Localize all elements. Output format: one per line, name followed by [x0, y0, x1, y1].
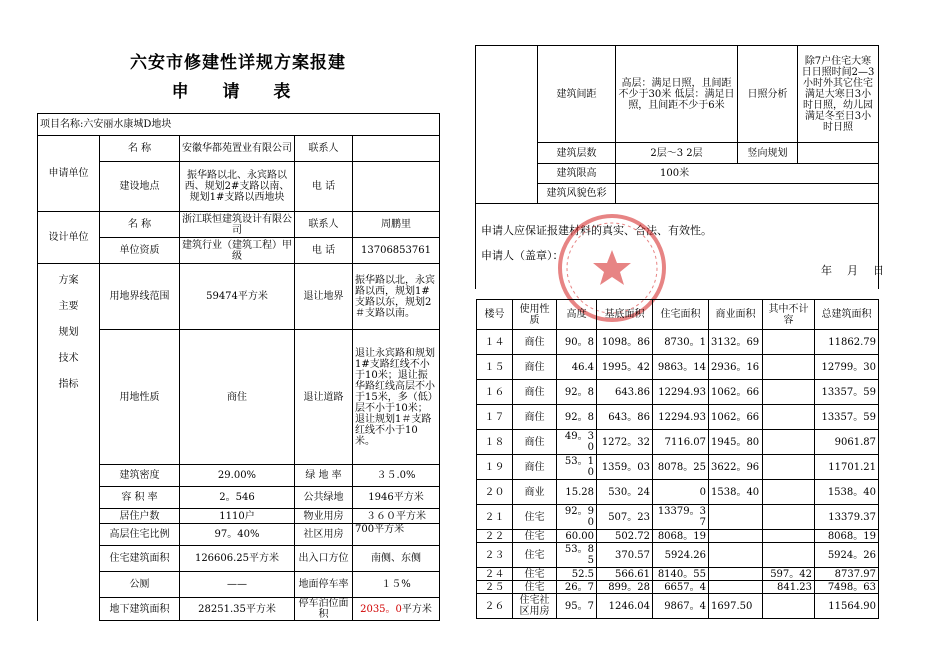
table-cell: 92。8	[557, 405, 597, 430]
table-cell: 566.61	[597, 568, 653, 581]
table-cell: 商业	[513, 480, 557, 505]
designer-phone-label: 电 话	[295, 238, 353, 264]
declaration-seal-label: 申请人（盖章）：	[481, 249, 564, 262]
designer-name-value: 浙江联恒建筑设计有限公司	[180, 212, 295, 238]
table-cell: 1538。40	[815, 480, 879, 505]
highrise-ratio-value: 97。40%	[180, 524, 295, 546]
table-cell	[709, 530, 763, 543]
indicators-side-label	[38, 264, 100, 621]
table-cell: 9867。4	[653, 594, 709, 619]
vertical-value	[798, 143, 879, 164]
table-row	[477, 594, 879, 619]
project-name-row	[38, 114, 440, 136]
table-row	[477, 380, 879, 405]
table-row	[477, 530, 879, 543]
spacing-label: 建筑间距	[538, 46, 616, 143]
table-cell: 2936。16	[709, 355, 763, 380]
toilet-value: ——	[180, 572, 295, 598]
applicant-contact-value	[353, 136, 440, 162]
table-cell: 商住	[513, 430, 557, 455]
table-cell: 8068。19	[653, 530, 709, 543]
page-title: 六安市修建性详规方案报建	[130, 53, 346, 73]
table-cell: 49。30	[557, 430, 597, 455]
header-use-type: 使用性质	[513, 300, 557, 330]
table-cell: 商住	[513, 355, 557, 380]
declaration-date: 年 月 日	[821, 264, 886, 277]
project-name-value: 六安丽水康城D地块	[83, 119, 172, 130]
table-cell	[763, 405, 815, 430]
header-base-area: 基底面积	[597, 300, 653, 330]
applicant-address-value: 振华路以北、永宾路以西、规划2#支路以南、规划1#支路以西地块	[180, 162, 295, 212]
table-cell	[709, 581, 763, 594]
table-cell: 13357。59	[815, 380, 879, 405]
table-cell: 住宅	[513, 581, 557, 594]
highrise-ratio-label: 高层住宅比例	[100, 524, 180, 546]
table-cell: 8737.97	[815, 568, 879, 581]
header-building-no: 楼号	[477, 300, 513, 330]
table-cell	[709, 568, 763, 581]
table-cell: 1359。03	[597, 455, 653, 480]
table-cell: 1062。66	[709, 405, 763, 430]
toilet-label: 公厕	[100, 572, 180, 598]
applicant-name-value: 安徽华都苑置业有限公司	[180, 136, 295, 162]
table-cell: 597。42	[763, 568, 815, 581]
declaration-guarantee: 申请人应保证报建材料的真实、合法、有效性。	[481, 224, 712, 237]
table-row	[477, 405, 879, 430]
table-cell: 11862.79	[815, 330, 879, 355]
table-cell: 15.28	[557, 480, 597, 505]
table-row	[477, 568, 879, 581]
property-room-value: ３６０平方米	[353, 509, 440, 524]
underground-area-label: 地下建筑面积	[100, 598, 180, 621]
sunlight-value: 除7户住宅大寒日日照时间2—3小时外其它住宅满足大寒日3小时日照，幼儿园满足冬至日3小时日照	[798, 46, 879, 143]
designer-phone-value: 13706853761	[353, 238, 440, 264]
designer-contact-value: 周鹏里	[353, 212, 440, 238]
table-cell: 1945。80	[709, 430, 763, 455]
side-label-line: 规划	[58, 327, 79, 338]
applicant-address-label: 建设地点	[100, 162, 180, 212]
table-cell: 8068。19	[815, 530, 879, 543]
table-cell: 住宅	[513, 568, 557, 581]
table-cell: 502.72	[597, 530, 653, 543]
table-cell: ２６	[477, 594, 513, 619]
table-row	[477, 581, 879, 594]
style-value	[616, 184, 879, 204]
building-data-table	[476, 299, 879, 619]
side-label-line: 技术	[58, 353, 79, 364]
table-cell: 1995。42	[597, 355, 653, 380]
entrance-value: 南侧、东侧	[353, 546, 440, 572]
table-cell: 13379。37	[653, 505, 709, 530]
declaration-box	[476, 204, 879, 289]
side-label-line: 主要	[58, 301, 79, 312]
header-height: 高度	[557, 300, 597, 330]
table-cell: 5924.26	[653, 543, 709, 568]
table-row	[477, 330, 879, 355]
public-green-label: 公共绿地	[295, 487, 353, 509]
table-row	[477, 455, 879, 480]
table-cell: 0	[653, 480, 709, 505]
applicant-name-label: 名 称	[100, 136, 180, 162]
table-cell: 643.86	[597, 380, 653, 405]
table-cell	[763, 543, 815, 568]
ground-parking-value: １５%	[353, 572, 440, 598]
table-cell: １８	[477, 430, 513, 455]
header-excluded-far: 其中不计容	[763, 300, 815, 330]
density-value: 29.00%	[180, 465, 295, 487]
table-cell: ２４	[477, 568, 513, 581]
community-room-value: 700平方米	[353, 524, 440, 546]
density-label: 建筑密度	[100, 465, 180, 487]
green-rate-label: 绿 地 率	[295, 465, 353, 487]
table-cell: 住宅	[513, 505, 557, 530]
table-cell: 92。90	[557, 505, 597, 530]
style-label: 建筑风貌色彩	[538, 184, 616, 204]
table-cell: 53。85	[557, 543, 597, 568]
applicant-section-label: 申请单位	[38, 136, 100, 212]
setback-boundary-label: 退让地界	[295, 264, 353, 330]
table-cell: 46.4	[557, 355, 597, 380]
land-range-value: 59474平方米	[180, 264, 295, 330]
table-cell	[763, 480, 815, 505]
spacing-value: 高层：满足日照，且间距不少于30米 低层：满足日照，且间距不少于6米	[616, 46, 738, 143]
public-green-value: 1946平方米	[353, 487, 440, 509]
table-cell: 7116.07	[653, 430, 709, 455]
table-cell: ２３	[477, 543, 513, 568]
table-cell: 11701.21	[815, 455, 879, 480]
table-cell: 住宅	[513, 530, 557, 543]
designer-qual-label: 单位资质	[100, 238, 180, 264]
households-value: 1110户	[180, 509, 295, 524]
table-cell: 6657。4	[653, 581, 709, 594]
table-row	[477, 430, 879, 455]
land-use-label: 用地性质	[100, 330, 180, 465]
side-label-line: 方案	[58, 275, 79, 286]
table-cell: １９	[477, 455, 513, 480]
table-cell: 370.57	[597, 543, 653, 568]
table-cell: 商住	[513, 330, 557, 355]
table-cell: 899。28	[597, 581, 653, 594]
project-name-label: 项目名称:	[40, 119, 84, 130]
table-cell: 7498。63	[815, 581, 879, 594]
table-cell: 1098。86	[597, 330, 653, 355]
table-cell: 1062。66	[709, 380, 763, 405]
table-cell: 1538。40	[709, 480, 763, 505]
table-cell: 60.00	[557, 530, 597, 543]
parking-area-label: 停车泊位面积	[295, 598, 353, 621]
table-cell: 52.5	[557, 568, 597, 581]
table-cell: 13357。59	[815, 405, 879, 430]
table-cell: 8078。25	[653, 455, 709, 480]
parking-area-unit: 平方米	[401, 603, 432, 615]
table-cell: 住宅社区用房	[513, 594, 557, 619]
header-residential-area: 住宅面积	[653, 300, 709, 330]
table-cell: ２０	[477, 480, 513, 505]
designer-qual-value: 建筑行业（建筑工程）甲级	[180, 238, 295, 264]
header-total-area: 总建筑面积	[815, 300, 879, 330]
designer-section-label: 设计单位	[38, 212, 100, 264]
table-row	[477, 505, 879, 530]
table-cell: 90。8	[557, 330, 597, 355]
table-cell: 9061.87	[815, 430, 879, 455]
table-cell: 643。86	[597, 405, 653, 430]
table-cell	[763, 455, 815, 480]
table-cell	[709, 543, 763, 568]
table-cell	[763, 355, 815, 380]
setback-road-label: 退让道路	[295, 330, 353, 465]
designer-name-label: 名 称	[100, 212, 180, 238]
table-cell: ２１	[477, 505, 513, 530]
table-cell	[763, 430, 815, 455]
table-cell: 92。8	[557, 380, 597, 405]
applicant-contact-label: 联系人	[295, 136, 353, 162]
land-use-value: 商住	[180, 330, 295, 465]
parking-area-number: 2035。0	[360, 603, 402, 615]
table-cell: 住宅	[513, 543, 557, 568]
table-cell: １５	[477, 355, 513, 380]
setback-boundary-value: 振华路以北，永宾路以西，规划1#支路以东，规划2＃支路以南。	[353, 264, 440, 330]
floors-value: 2层～3 2层	[616, 143, 738, 164]
table-cell	[763, 530, 815, 543]
table-cell: 530。24	[597, 480, 653, 505]
land-range-label: 用地界线范围	[100, 264, 180, 330]
residential-area-value: 126606.25平方米	[180, 546, 295, 572]
table-cell	[763, 594, 815, 619]
setback-road-value: 退让永宾路和规划1#支路红线不小于10米；退让振华路红线高层不小于15米，多（低）层不小于10米；退让规划1＃支路红线不小于10米。	[353, 330, 440, 465]
green-rate-value: ３５.0%	[353, 465, 440, 487]
table-cell: 12294.93	[653, 380, 709, 405]
vertical-label: 竖向规划	[738, 143, 798, 164]
entrance-label: 出入口方位	[295, 546, 353, 572]
table-cell: 1697.50	[709, 594, 763, 619]
table-cell	[709, 505, 763, 530]
table-cell: 9863。14	[653, 355, 709, 380]
households-label: 居住户数	[100, 509, 180, 524]
table-cell	[763, 380, 815, 405]
table-cell: 商住	[513, 405, 557, 430]
table-row	[477, 355, 879, 380]
page-subtitle: 申 请 表	[171, 82, 305, 102]
table-cell	[763, 505, 815, 530]
table-cell: 1272。32	[597, 430, 653, 455]
side-label-line: 指标	[58, 379, 79, 390]
far-label: 容 积 率	[100, 487, 180, 509]
table-cell: １６	[477, 380, 513, 405]
table-cell	[763, 330, 815, 355]
table-cell: 8730。1	[653, 330, 709, 355]
table-cell: 95。7	[557, 594, 597, 619]
table-cell: 商住	[513, 455, 557, 480]
floors-label: 建筑层数	[538, 143, 616, 164]
table-cell: 商住	[513, 380, 557, 405]
residential-area-label: 住宅建筑面积	[100, 546, 180, 572]
table-row	[477, 480, 879, 505]
table-header-row	[477, 300, 879, 330]
designer-contact-label: 联系人	[295, 212, 353, 238]
table-cell: 1246.04	[597, 594, 653, 619]
header-commercial-area: 商业面积	[709, 300, 763, 330]
table-cell: 3622。96	[709, 455, 763, 480]
table-row	[477, 543, 879, 568]
application-form-table	[37, 113, 440, 621]
table-cell: 8140。55	[653, 568, 709, 581]
table-cell: 11564.90	[815, 594, 879, 619]
height-limit-value: 100米	[616, 164, 879, 184]
table-cell: 3132。69	[709, 330, 763, 355]
table-cell: 13379.37	[815, 505, 879, 530]
table-cell: １４	[477, 330, 513, 355]
table-cell: 26。7	[557, 581, 597, 594]
height-limit-label: 建筑限高	[538, 164, 616, 184]
applicant-phone-label: 电 话	[295, 162, 353, 212]
table-cell: 5924。26	[815, 543, 879, 568]
far-value: 2。546	[180, 487, 295, 509]
table-cell: 841.23	[763, 581, 815, 594]
table-cell: 53。10	[557, 455, 597, 480]
sunlight-label: 日照分析	[738, 46, 798, 143]
community-room-label: 社区用房	[295, 524, 353, 546]
table-cell: 12799。30	[815, 355, 879, 380]
applicant-phone-value	[353, 162, 440, 212]
table-cell: 12294.93	[653, 405, 709, 430]
parking-area-value	[353, 598, 440, 621]
property-room-label: 物业用房	[295, 509, 353, 524]
ground-parking-label: 地面停车率	[295, 572, 353, 598]
table-cell: 507。23	[597, 505, 653, 530]
underground-area-value: 28251.35平方米	[180, 598, 295, 621]
table-cell: ２２	[477, 530, 513, 543]
table-cell: ２５	[477, 581, 513, 594]
table-cell: １７	[477, 405, 513, 430]
